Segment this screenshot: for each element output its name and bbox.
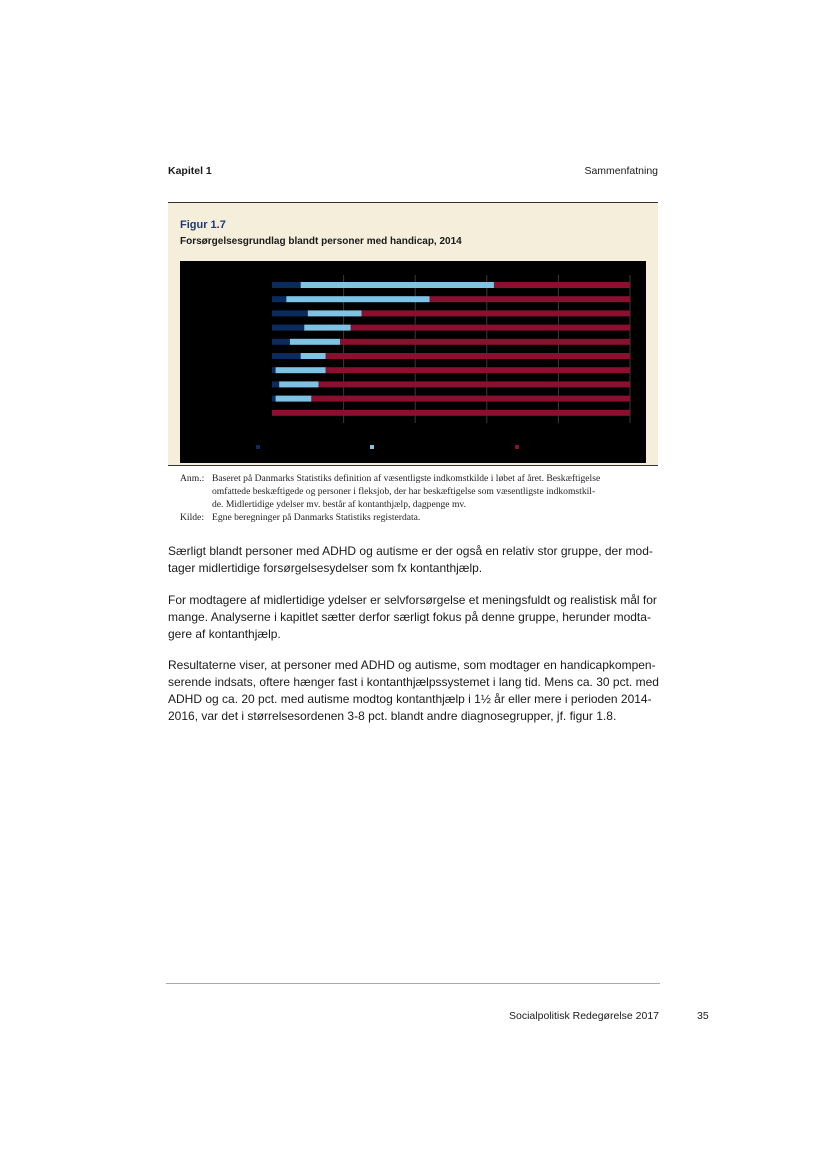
body-paragraph <box>168 657 660 725</box>
bar-segment-1 <box>272 396 276 402</box>
bar-segment-2 <box>276 367 326 373</box>
paragraph-line: Særligt blandt personer med ADHD og autisme er der også en relativ stor gruppe, der mod- <box>168 544 653 558</box>
bar-segment-3 <box>430 296 630 302</box>
paragraph-line: serende indsats, oftere hænger fast i kontanthjælpssystemet i lang tid. Mens ca. 30 pct. med <box>168 675 659 689</box>
paragraph-line: Resultaterne viser, at personer med ADHD og autisme, som modtager en handicapkompen- <box>168 658 656 672</box>
bar-segment-1 <box>272 310 308 316</box>
paragraph-line: ADHD og ca. 20 pct. med autisme modtog kontanthjælp i 1½ år eller mere i perioden 2014- <box>168 692 652 706</box>
bar-segment-1 <box>272 353 301 359</box>
bar-segment-2 <box>301 282 494 288</box>
bar-segment-3 <box>326 367 630 373</box>
bar-segment-1 <box>272 296 286 302</box>
figure-label: Figur 1.7 <box>180 219 226 231</box>
section-header: Sammenfatning <box>584 165 658 177</box>
bar-segment-3 <box>326 353 630 359</box>
bar-segment-3 <box>362 310 631 316</box>
bar-segment-3 <box>311 396 630 402</box>
bar-segment-1 <box>272 339 290 345</box>
bar-segment-2 <box>301 353 326 359</box>
note-anm-line: Baseret på Danmarks Statistiks definition af væsentligste indkomstkilde i løbet af året. Beskæftigelse <box>212 473 601 484</box>
bar-segment-1 <box>272 381 279 387</box>
bar-segment-2 <box>276 396 312 402</box>
paragraph-line: tager midlertidige forsørgelsesydelser som fx kontanthjælp. <box>168 561 483 575</box>
legend-swatch-3 <box>515 445 519 449</box>
paragraph-line: For modtagere af midlertidige ydelser er selvforsørgelse et meningsfuldt og realistisk mål for <box>168 593 657 607</box>
bar-segment-1 <box>272 282 301 288</box>
bar-segment-2 <box>308 310 362 316</box>
paragraph-line: 2016, var det i størrelsesordenen 3-8 pct. blandt andre diagnosegrupper, jf. figur 1.8. <box>168 709 617 723</box>
chart-background <box>180 261 646 463</box>
bar-segment-3 <box>272 410 630 416</box>
chapter-header: Kapitel 1 <box>168 165 212 177</box>
note-kilde-key: Kilde: <box>180 512 204 523</box>
note-anm-row <box>180 472 658 511</box>
footer-publication: Socialpolitisk Redegørelse 2017 <box>509 1010 659 1022</box>
bar-segment-2 <box>279 381 318 387</box>
bar-segment-2 <box>304 325 351 331</box>
stacked-bar-chart <box>180 261 646 463</box>
legend-swatch-2 <box>370 445 374 449</box>
footer-divider <box>166 983 660 984</box>
note-anm-line: omfattede beskæftigede og personer i fleksjob, der har beskæftigelse som væsentligste indkomstkil- <box>212 486 596 497</box>
bar-segment-3 <box>340 339 630 345</box>
bar-segment-2 <box>286 296 429 302</box>
bar-segment-1 <box>272 367 276 373</box>
body-paragraph <box>168 543 660 577</box>
legend-swatch-1 <box>256 445 260 449</box>
paragraph-line: gere af kontanthjælp. <box>168 627 281 641</box>
body-paragraph <box>168 592 660 643</box>
note-kilde-row <box>180 511 658 524</box>
bar-segment-3 <box>351 325 630 331</box>
figure-note <box>180 472 658 524</box>
note-anm-text <box>212 472 658 511</box>
note-anm-key: Anm.: <box>180 473 205 484</box>
page-number: 35 <box>697 1010 709 1022</box>
note-anm-line: de. Midlertidige ydelser mv. består af kontanthjælp, dagpenge mv. <box>212 499 466 510</box>
note-kilde-text: Egne beregninger på Danmarks Statistiks registerdata. <box>212 512 421 523</box>
paragraph-line: mange. Analyserne i kapitlet sætter derfor særligt fokus på denne gruppe, herunder modta- <box>168 610 651 624</box>
figure-title: Forsørgelsesgrundlag blandt personer med handicap, 2014 <box>180 236 462 247</box>
bar-segment-2 <box>290 339 340 345</box>
bar-segment-3 <box>319 381 630 387</box>
bar-segment-3 <box>494 282 630 288</box>
bar-segment-1 <box>272 325 304 331</box>
